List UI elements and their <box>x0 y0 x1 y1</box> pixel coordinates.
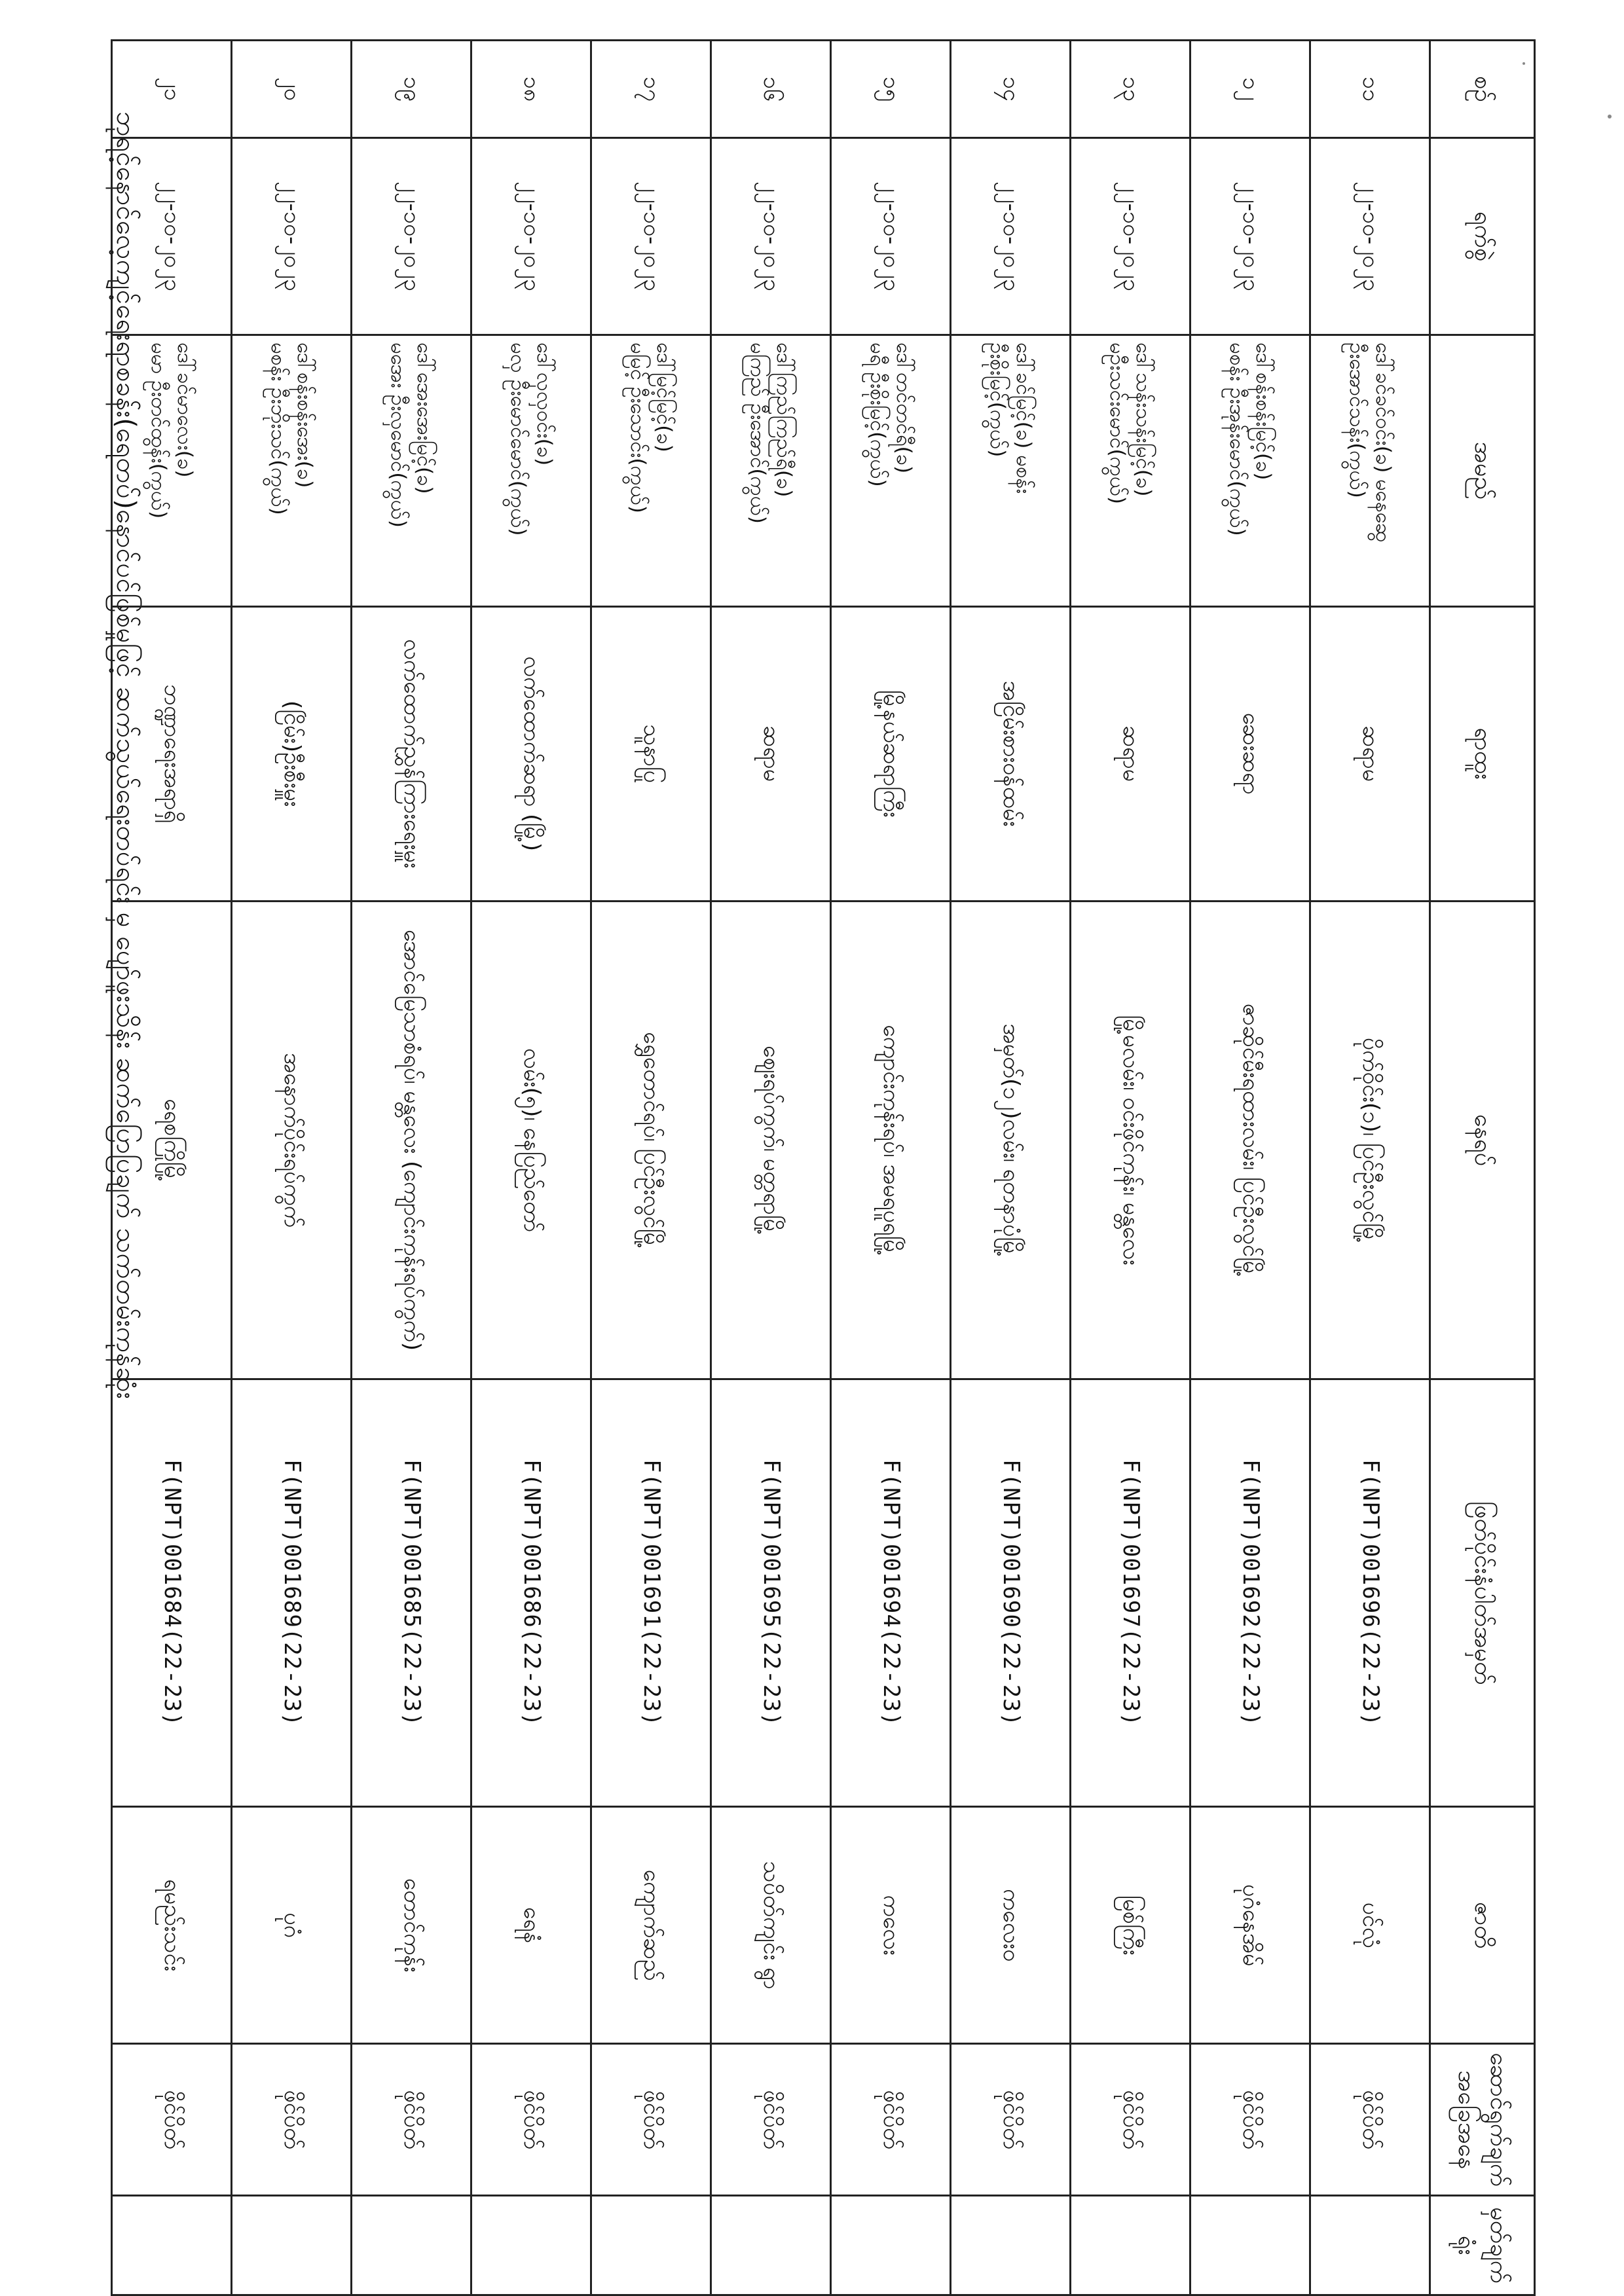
cell-origin: ကလေးဝ <box>951 1807 1071 2044</box>
cell-case-no: F(NPT)001694(22-23) <box>831 1379 951 1807</box>
cell-name: ဒေါ်သန်းသန်းမြင့်(ခ) မဦးသင်းမောင်(ကွယ်) <box>1071 335 1190 606</box>
cell-name: ဒေါ်ခင်ခင်ဝင်း(ခ) မနေဆွေ ဦးအောင်သန်း(ကွယ်) <box>1310 335 1430 606</box>
cell-role: လက်ထောက်ညွှန်ကြားရေးမှူး <box>352 606 471 901</box>
cell-origin: ပုဂံ <box>232 1807 352 2044</box>
cell-date: ၂၂-၁၀-၂၀၂၃ <box>951 137 1071 335</box>
cell-name: ဒေါ်စန်းစန်းမြင့်(ခ) မစန်း ဦးအုန်းမောင်(ကွယ်) <box>1190 335 1310 606</box>
header-address: နေရပ် <box>1430 901 1535 1379</box>
cell-origin: ရမည်းသင်း <box>112 1807 232 2044</box>
header-no: စဉ် <box>1430 41 1535 138</box>
cell-result: ဖိုင်ပိတ် <box>112 2044 232 2196</box>
cell-result: ဖိုင်ပိတ် <box>831 2044 951 2196</box>
cell-origin: သပိတ်ကျင်း ရွာ <box>711 1807 831 2044</box>
cell-case-no: F(NPT)001697(22-23) <box>1071 1379 1190 1807</box>
cell-case-no: F(NPT)001696(22-23) <box>1310 1379 1430 1807</box>
cell-role: ဆရာမ <box>1310 606 1430 901</box>
header-name: အမည် <box>1430 335 1535 606</box>
cell-result: ဖိုင်ပိတ် <box>1190 2044 1310 2196</box>
cell-date: ၂၂-၁၀-၂၀၂၃ <box>232 137 352 335</box>
table-row <box>591 41 711 2295</box>
cell-name: ဒေါ်တင်တင်ရီ(ခ) မရီ ဦးစိုးမြင့်(ကွယ်) <box>831 335 951 606</box>
cell-address: ရွှေတောင်ရပ်၊ ပြင်ဦးလွင်မြို့ <box>591 901 711 1379</box>
cell-name: ဒေါ်ခင်မြင့်(ခ) မစန်း ဦးစိုးမြင့်(ကွယ်) <box>951 335 1071 606</box>
header-result: ဆောင်ရွက်ချက် အခြေအနေ <box>1430 2044 1535 2196</box>
header-case-no: ဖြတ်ပိုင်းနံပါတ်အမှတ် <box>1430 1379 1535 1807</box>
table-row <box>352 41 471 2295</box>
cell-no: ၂၁ <box>112 41 232 138</box>
cell-no: ၁၂ <box>1190 41 1310 138</box>
cell-origin: ပုဂံနေအိမ် <box>1190 1807 1310 2044</box>
cell-role: လက်ထောက်ဆရာ (မြို့) <box>471 606 591 901</box>
header-remark: မှတ်ချက် ရုံး <box>1430 2196 1535 2295</box>
cell-result: ဖိုင်ပိတ် <box>352 2044 471 2196</box>
cell-result: ဖိုင်ပိတ် <box>711 2044 831 2196</box>
table-row <box>1310 41 1430 2295</box>
cell-origin: မြစ်ကြီး <box>1071 1807 1190 2044</box>
cell-remark <box>1310 2196 1430 2295</box>
cell-result: ဖိုင်ပိတ် <box>1310 2044 1430 2196</box>
cell-date: ၂၂-၁၀-၂၀၂၃ <box>711 137 831 335</box>
header-date: ရက်စွဲ <box>1430 137 1535 335</box>
cell-origin: ကျောက်ဆည် <box>591 1807 711 2044</box>
table-row <box>232 41 352 2295</box>
cell-name: ဒေါ်ခင်မာလေး(ခ) မမာ ဦးတင်ထွန်း(ကွယ်) <box>112 335 232 606</box>
cell-address: လမ်း(၅)၊ နေပြည်တော် <box>471 901 591 1379</box>
scan-speck <box>1522 62 1525 65</box>
cell-role: မြို့နယ်ဆရာကြီး <box>831 606 951 901</box>
cell-role: ဆရာမ <box>711 606 831 901</box>
cell-remark <box>471 2196 591 2295</box>
table-row <box>1071 41 1190 2295</box>
cell-case-no: F(NPT)001695(22-23) <box>711 1379 831 1807</box>
cell-name: ဒေါ်စန်းစန်းအေး(ခ) မစန်း ဦးဘိုးသင်(ကွယ်) <box>232 335 352 606</box>
table-row <box>951 41 1071 2295</box>
cell-role: (ငြိမ်း)ဦးစီးမှူး <box>232 606 352 901</box>
cell-no: ၁၁ <box>1310 41 1430 138</box>
cell-address: အမှတ်(၁၂)လမ်း၊ ရတနာပုံမြို့ <box>951 901 1071 1379</box>
cell-result: ဖိုင်ပိတ် <box>232 2044 352 2196</box>
cell-no: ၁၅ <box>831 41 951 138</box>
cell-no: ၁၆ <box>711 41 831 138</box>
cell-no: ၁၇ <box>591 41 711 138</box>
cell-no: ၁၈ <box>471 41 591 138</box>
document-caption: ဘုရင့်နောင်လေ့ကျင့်ရေးရာစခန်း(ရေတပ်)နောင်ပင်ဖြစ်မှုဖြင့် ဆက်သွယ်ရေးတပ်ရင်း မှ ပျော်ဖူးသိန်း ဆက်ပြောပြချက် သက်တမ်းကုန်ဆုံး <box>111 111 141 1400</box>
cell-result: ဖိုင်ပိတ် <box>591 2044 711 2196</box>
cell-remark <box>831 2196 951 2295</box>
cell-origin: တောင်ကုန်း <box>352 1807 471 2044</box>
cell-date: ၂၂-၁၀-၂၀၂၃ <box>591 137 711 335</box>
cell-remark <box>591 2196 711 2295</box>
cell-no: ၁၉ <box>352 41 471 138</box>
cell-result: ဖိုင်ပိတ် <box>471 2044 591 2196</box>
scan-speck <box>1608 115 1612 118</box>
cell-address: အနောက်ပိုင်းရပ်ကွက် <box>232 901 352 1379</box>
cell-name: ဒေါ်ကြည်ကြည်ရီ(ခ) မကြည် ဦးအောင်(ကွယ်) <box>711 335 831 606</box>
cell-remark <box>1071 2196 1190 2295</box>
cell-remark <box>232 2196 352 2295</box>
cell-address: ကျောင်းကုန်းရပ်၊ အမရပူရမြို့ <box>831 901 951 1379</box>
table-row <box>112 41 232 2295</box>
cell-name: ဒေါ်လှလှဝင်း(ခ) မလှ ဦးမောင်မောင်(ကွယ်) <box>471 335 591 606</box>
cell-address: အောင်မြေသာစံရပ်၊ မန္တလေး (ကျောင်းကုန်းရပ်ကွက်) <box>352 901 471 1379</box>
cell-role: သူနာပြု <box>591 606 711 901</box>
cell-remark <box>711 2196 831 2295</box>
cell-case-no: F(NPT)001685(22-23) <box>352 1379 471 1807</box>
cell-date: ၂၂-၁၀-၂၀၂၃ <box>1071 137 1190 335</box>
cell-address: ဇာဆိုင်မီးရထားလမ်း၊ ပြင်ဦးလွင်မြို့ <box>1190 901 1310 1379</box>
cell-date: ၂၂-၁၀-၂၀၂၃ <box>471 137 591 335</box>
cell-case-no: F(NPT)001690(22-23) <box>951 1379 1071 1807</box>
cell-date: ၂၂-၁၀-၂၀၂၃ <box>831 137 951 335</box>
cell-address: ပိုက်ဝိုင်း(၁)၊ ပြင်ဦးလွင်မြို့ <box>1310 901 1430 1379</box>
cell-no: ၁၄ <box>951 41 1071 138</box>
table-row <box>711 41 831 2295</box>
cell-role: အငြိမ်းစားဝန်ထမ်း <box>951 606 1071 901</box>
cell-address: မြို့မလမ်း၊ ဝင်းဖိုင်ကုန်း၊ မန္တလေး <box>1071 901 1190 1379</box>
cell-date: ၂၂-၁၀-၂၀၂၃ <box>1310 137 1430 335</box>
cell-origin: ပင်လုံ <box>1310 1807 1430 2044</box>
cell-remark <box>352 2196 471 2295</box>
cell-result: ဖိုင်ပိတ် <box>1071 2044 1190 2196</box>
header-origin: ဇာတိ <box>1430 1807 1535 2044</box>
cell-role: ဘဏ္ဍာရေးအရာရှိ <box>112 606 232 901</box>
table-row <box>471 41 591 2295</box>
cell-role: ဆရာမ <box>1071 606 1190 901</box>
cell-name: ဒေါ်မြင့်မြင့်(ခ) မမြင့် ဦးသောင်း(ကွယ်) <box>591 335 711 606</box>
cell-remark <box>1190 2196 1310 2295</box>
cell-case-no: F(NPT)001686(22-23) <box>471 1379 591 1807</box>
cell-name: ဒေါ်အေးအေးမြင့်(ခ) မအေး ဦးလှမောင်(ကွယ်) <box>352 335 471 606</box>
cell-date: ၂၂-၁၀-၂၀၂၃ <box>1190 137 1310 335</box>
cell-address: ဈေးရပ်ကွက်၊ မတ္တရာမြို့ <box>711 901 831 1379</box>
cell-date: ၂၂-၁၀-၂၀၂၃ <box>352 137 471 335</box>
cell-case-no: F(NPT)001692(22-23) <box>1190 1379 1310 1807</box>
cell-origin: ကလေး <box>831 1807 951 2044</box>
cell-date: ၂၂-၁၀-၂၀၂၃ <box>112 137 232 335</box>
table-row <box>1190 41 1310 2295</box>
cell-result: ဖိုင်ပိတ် <box>951 2044 1071 2196</box>
cell-no: ၂၀ <box>232 41 352 138</box>
table-row <box>831 41 951 2295</box>
records-table <box>111 39 1536 2296</box>
cell-origin: ရေနံ <box>471 1807 591 2044</box>
cell-case-no: F(NPT)001684(22-23) <box>112 1379 232 1807</box>
cell-address: ရေစကြိုမြို့ <box>112 901 232 1379</box>
header-role: ရာထူး <box>1430 606 1535 901</box>
cell-case-no: F(NPT)001691(22-23) <box>591 1379 711 1807</box>
cell-remark <box>112 2196 232 2295</box>
cell-case-no: F(NPT)001689(22-23) <box>232 1379 352 1807</box>
cell-no: ၁၃ <box>1071 41 1190 138</box>
table-header-row <box>1430 41 1535 2295</box>
cell-role: ဆေးဆရာ <box>1190 606 1310 901</box>
cell-remark <box>951 2196 1071 2295</box>
